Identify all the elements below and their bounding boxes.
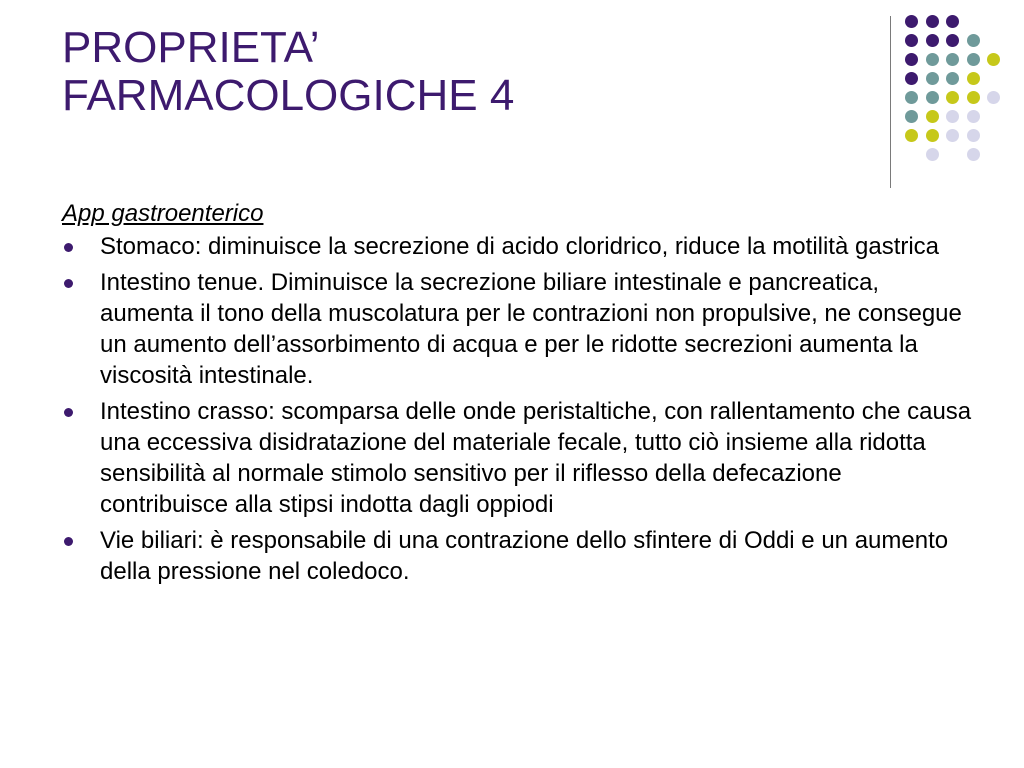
decorative-dot [946, 34, 959, 47]
decorative-dot [926, 15, 939, 28]
decorative-dot [946, 15, 959, 28]
bullet-item [62, 396, 972, 520]
decorative-dot [967, 148, 980, 161]
bullet-item [62, 525, 972, 587]
decorative-dot [967, 91, 980, 104]
decorative-dot [987, 53, 1000, 66]
decorative-dot [905, 91, 918, 104]
bullet-text: Vie biliari: è responsabile di una contrazione dello sfintere di Oddi e un aumento della pressione nel coledoco. [100, 527, 949, 585]
decorative-dot [946, 53, 959, 66]
decorative-dot [946, 72, 959, 85]
bullet-item [62, 231, 972, 262]
bullet-dot-icon [64, 279, 73, 288]
decorative-dot [946, 110, 959, 123]
decorative-dot [926, 72, 939, 85]
bullet-dot-icon [64, 243, 73, 252]
slide-body [62, 198, 972, 592]
bullet-dot-icon [64, 408, 73, 417]
slide-title-line-2: FARMACOLOGICHE 4 [62, 71, 515, 120]
decorative-dot [926, 110, 939, 123]
bullet-list [62, 231, 972, 587]
bullet-item [62, 267, 972, 391]
decorative-dot [926, 34, 939, 47]
decorative-dot [905, 53, 918, 66]
decorative-dot-grid [905, 15, 1015, 165]
decorative-dot [905, 15, 918, 28]
slide-title-line-1: PROPRIETA’ [62, 23, 320, 72]
decorative-dot [946, 91, 959, 104]
decorative-dot [905, 72, 918, 85]
decorative-dot [905, 34, 918, 47]
bullet-text: Intestino tenue. Diminuisce la secrezione biliare intestinale e pancreatica, aumenta il tono della muscolatura per le contrazioni non propulsive, ne consegue un aumento dell’assorbimento di acqua e per le ridotte secrezioni aumenta la viscosità intestinale. [100, 269, 962, 389]
decorative-dot [967, 72, 980, 85]
decorative-dot [926, 91, 939, 104]
bullet-text: Stomaco: diminuisce la secrezione di acido cloridrico, riduce la motilità gastrica [100, 233, 940, 260]
bullet-text: Intestino crasso: scomparsa delle onde peristaltiche, con rallentamento che causa una eccessiva disidratazione del materiale fecale, tutto ciò insieme alla ridotta sensibilità al normale stimolo sensitivo per il riflesso della defecazione contribuisce alla stipsi indotta dagli oppiodi [100, 398, 972, 518]
decorative-dot [967, 129, 980, 142]
decorative-dot [967, 53, 980, 66]
decorative-dot [946, 129, 959, 142]
decorative-dot [926, 148, 939, 161]
decorative-dot [967, 34, 980, 47]
section-heading: App gastroenterico [62, 200, 264, 227]
decorative-dot [905, 129, 918, 142]
bullet-dot-icon [64, 537, 73, 546]
decorative-dot [967, 110, 980, 123]
decorative-dot [987, 91, 1000, 104]
decorative-dot [926, 129, 939, 142]
slide-title [62, 24, 862, 120]
decorative-dot [926, 53, 939, 66]
decorative-dot [905, 110, 918, 123]
title-divider-line [890, 16, 891, 188]
